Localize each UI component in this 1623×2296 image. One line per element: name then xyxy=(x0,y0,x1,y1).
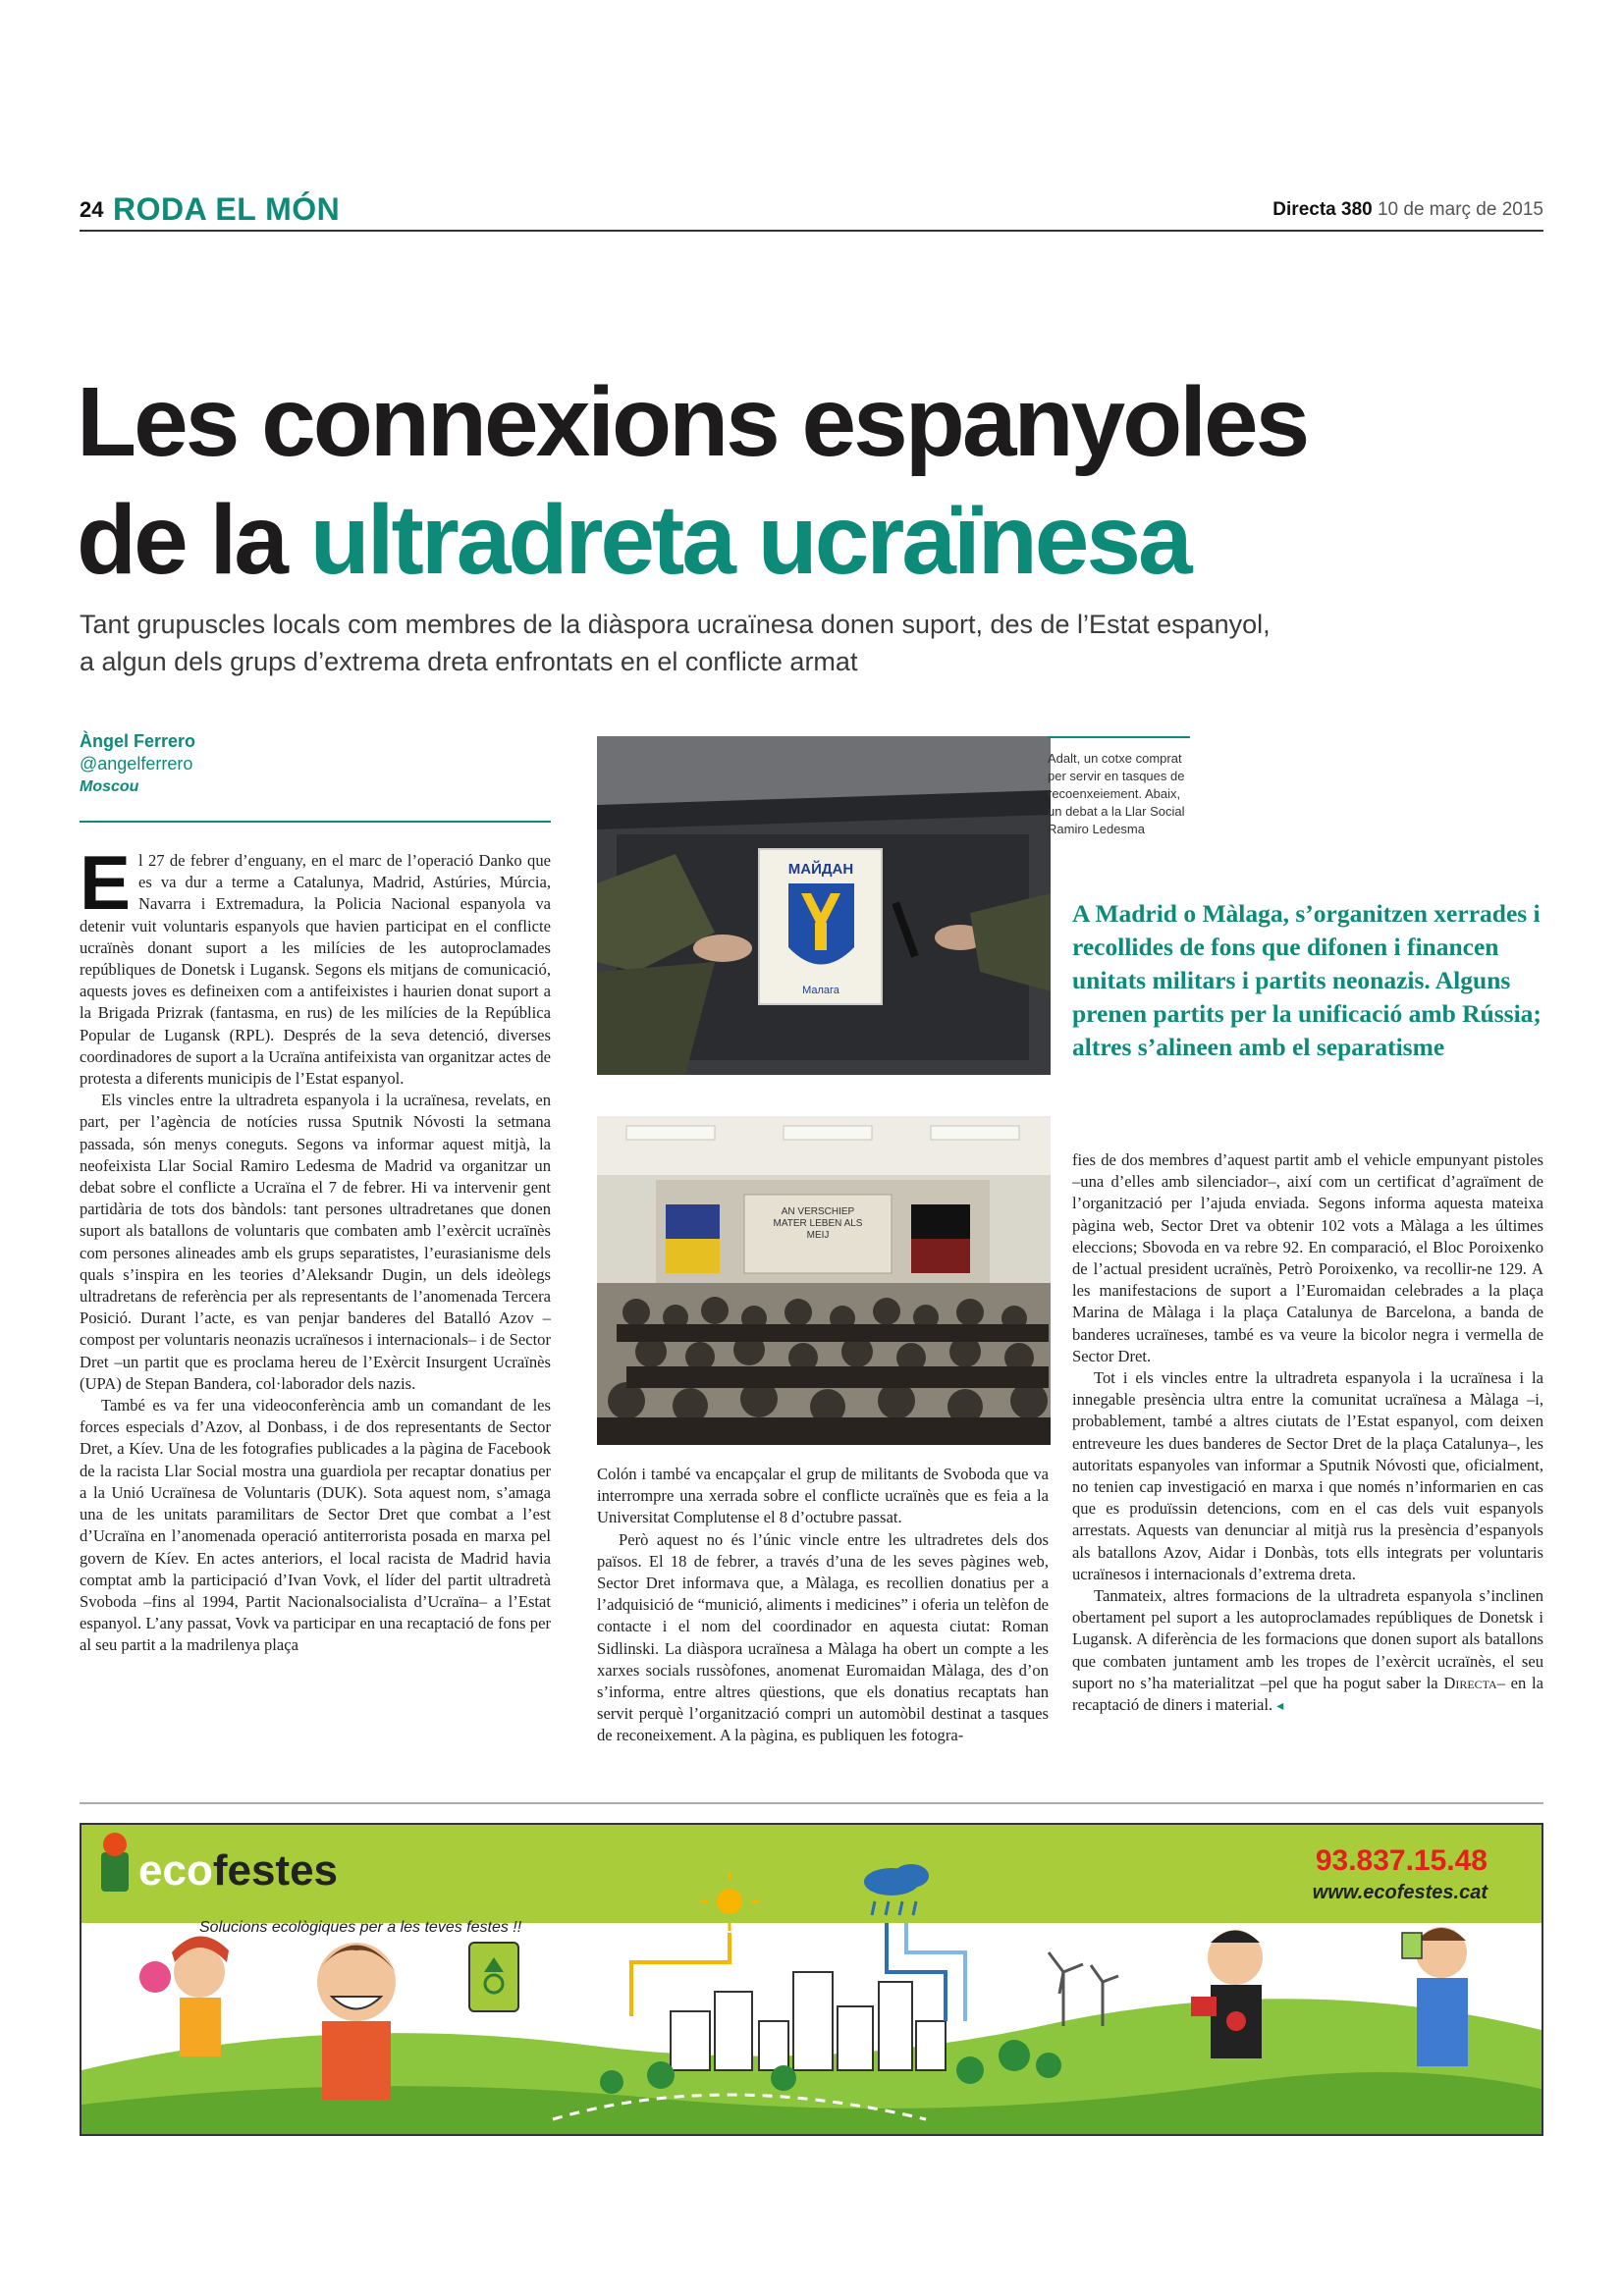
paragraph xyxy=(80,839,551,1090)
paragraph: Però aquest no és l’únic vincle entre les ultradretes dels dos països. El 18 de febrer, a través d’una de les seves pàgines web, Sector Dret informava que, a Màlaga, es recollien donatius per a l’adquisició de “munició, aliments i medicines” i oferia un telèfon de contacte i el nom del coordinador en aquesta ciutat: Roman Sidlinski. La diàspora ucraïnesa a Màlaga ha obert un compte a les xarxes socials russòfones, anomenat Euromaidan Màlaga, des d’on s’informa, entre altres qüestions, que els donatius recaptats han servit perquè l’organització compri un automòbil destinat a tasques de reconeixement. A la pàgina, es publiquen les fotogra- xyxy=(597,1529,1049,1745)
paragraph xyxy=(1072,1585,1543,1716)
photo-car-illustration xyxy=(597,736,1051,1075)
recycling-bin-icon xyxy=(469,1943,518,2011)
photo-caption: Adalt, un cotxe comprat per servir en tasques de recoenxeiement. Abaix, un debat a la Llar Social Ramiro Ledesma xyxy=(1048,751,1185,836)
pull-quote: A Madrid o Màlaga, s’organitzen xerrades i recollides de fons que difonen i financen unitats militars i partits neonazis. Alguns prenen partits per la unificació amb Rússia; altres s’alineen amb el separatisme xyxy=(1072,899,1542,1061)
article-title xyxy=(77,363,1549,599)
character-girl xyxy=(139,1936,229,2056)
ecofestes-advertisement[interactable] xyxy=(80,1823,1543,2136)
dateline-location: Moscou xyxy=(80,778,139,795)
character-boy-smiling xyxy=(317,1943,396,2100)
title-line-2-accent: ultradreta ucraïnesa xyxy=(309,485,1190,595)
ad-website-link[interactable]: www.ecofestes.cat xyxy=(1312,1882,1488,1903)
subtitle-line-1: Tant grupuscles locals com membres de la diàspora ucraïnesa donen suport, des de l’Estat espanyol, xyxy=(80,610,1271,639)
paragraph-text: l 27 de febrer d’enguany, en el marc de l’operació Danko que es va dur a terme a Catalunya, Madrid, Astúries, Múrcia, Navarra i Extremadura, la Policia Nacional espanyola va detenir vuit voluntaris espanyols que havien participat en el conflicte ucraïnès donant suport a les milícies de les autoproclamades repúbliques de Donetsk i Lugansk. Segons els mitjans de comunicació, aquests joves es defineixen com a antifeixistes i haurien donat suport a la Brigada Prizrak (fantasma, en rus) de les milícies de la República Popular de Lugansk (RPL). Després de la seva detenció, diverses coordinadores de suport a la Ucraïna antifeixista van organitzar actes de protesta a diferents municipis de l’Estat espanyol. xyxy=(80,851,551,1089)
article-column-2 xyxy=(597,1464,1049,1747)
page-number: 24 xyxy=(80,197,104,222)
logo-eco: eco xyxy=(138,1846,213,1895)
advertisement-separator xyxy=(80,1802,1543,1804)
article-column-1 xyxy=(80,839,551,1657)
photo-debate-room xyxy=(597,1116,1051,1445)
author-handle: @angelferrero xyxy=(80,754,193,774)
logo-festes: festes xyxy=(212,1846,339,1895)
sun-icon xyxy=(700,1872,759,1931)
article-column-3 xyxy=(1072,1149,1543,1716)
paragraph: Els vincles entre la ultradreta espanyola i la ucraïnesa, revelats, en part, per l’agència de notícies russa Sputnik Nóvosti la setmana passada, són menys coneguts. Segons va informar aquest mitjà, la neofeixista Llar Social Ramiro Ledesma de Madrid va organitzar un debat sobre el conflicte a Ucraïna el 7 de febrer. Hi va intervenir gent partidària de tots dos bàndols: tant persones ultradretanes que donen suport als batallons de voluntaris que combaten amb l’exèrcit ucraïnès com persones alineades amb els grups separatistes, l’eurasianisme dels quals s’inspira en les teories d’Aleksandr Dugin, un dels ideòlegs ultradretans de referència per als representants de l’anomenada Tercera Posició. Durant l’acte, es van penjar banderes del Batalló Azov –compost per voluntaris neonazis ucraïnesos i internacionals– i de Sector Dret –un partit que es proclama hereu de l’Exèrcit Insurgent Ucraïnès (UPA) de Stepan Bandera, col·laborador dels nazis. xyxy=(80,1091,551,1393)
sticker-subtitle: Малага xyxy=(802,985,839,996)
byline-rule xyxy=(80,821,551,823)
ad-phone-number[interactable]: 93.837.15.48 xyxy=(1315,1844,1488,1877)
drop-cap: E xyxy=(80,839,132,926)
publication-name: Directa 380 xyxy=(1272,199,1373,220)
paragraph-text: Tanmateix, altres formacions de la ultradreta espanyola s’inclinen obertament pel suport a les autoproclamades repúbliques de Donetsk i Lugansk. A diferència de les formacions que donen suport als batallons que combaten juntament amb les tropes de l’exèrcit ucraïnès, el seu suport no s’ha materialitzat –pel que ha pogut saber la xyxy=(1072,1586,1543,1692)
article-subtitle xyxy=(80,607,1474,681)
paragraph: També es va fer una videoconferència amb un comandant de les forces especials d’Azov, al Donbass, i de dos representants de Sector Dret, a Kíev. Una de les fotografies publicades a la pàgina de Facebook de la racista Llar Social mostra una guardiola per recaptar donatius per a la Unió Ucraïnesa de Voluntaris (DUK). Sota aquest nom, s’amaga una de les unitats paramilitars de Sector Dret que combat a l’est d’Ucraïna en l’anomenada operació antiterrorista posada en marxa pel govern de Kíev. En actes anteriors, el local racista de Madrid havia comptat amb la participació d’Ivan Vovk, el líder del partit ultradretà Svoboda –fins al 1994, Partit Nacionalsocialista d’Ucraïna– a l’Estat espanyol. L’any passat, Vovk va participar en una recaptació de fons per al seu partit a la madrilenya plaça xyxy=(80,1396,551,1655)
photo-room-illustration xyxy=(597,1116,1051,1445)
paragraph: Colón i també va encapçalar el grup de militants de Svoboda que va interrompre una xerrada sobre el conflicte ucraïnès que es feia a la Universitat Complutense el 8 d’octubre passat. xyxy=(597,1465,1049,1527)
section-title: RODA EL MÓN xyxy=(113,191,341,227)
publication-mention: Directa xyxy=(1443,1673,1497,1692)
end-of-article-icon: ◂ xyxy=(1276,1697,1284,1714)
byline xyxy=(80,731,551,796)
ad-tagline: Solucions ecològiques per a les teves festes !! xyxy=(199,1919,522,1936)
rain-cloud-icon xyxy=(864,1864,929,1915)
publication-info xyxy=(1272,199,1543,221)
subtitle-line-2: a algun dels grups d’extrema dreta enfrontats en el conflicte armat xyxy=(80,646,858,676)
sticker-flag xyxy=(759,849,882,1004)
title-line-1: Les connexions espanyoles xyxy=(77,367,1308,477)
header-rule xyxy=(80,230,1543,232)
paragraph-text-end: – en la recaptació de diners i material. xyxy=(1072,1673,1543,1715)
sticker-title: МАЙДАН xyxy=(787,861,854,878)
photo-car-sticker xyxy=(597,736,1051,1075)
cup-icon xyxy=(101,1833,129,1892)
room-banner-text: AN VERSCHIEP MATER LEBEN ALS MEIJ xyxy=(773,1206,863,1241)
publication-date: 10 de març de 2015 xyxy=(1377,199,1543,220)
paragraph: Tot i els vincles entre la ultradreta espanyola i la ucraïnesa i la innegable presència ultra entre la comunitat ucraïnesa a Màlaga –i, probablement, també a altres ciutats de l’Estat espanyol, com deixen entreveure les dues banderes de Sector Dret de la plaça Catalunya–, les autoritats espanyoles van informar a Sputnik Nóvosti que, oficialment, no tenien cap investigació en marxa i que només n’informarien en cas que es produïssin detencions, com en el cas dels vuit espanyols arrestats. Aquests van denunciar al mitjà rus la presència d’espanyols als batallons Azov, Aidar i Donbàs, tots ells integrats per voluntaris ucraïnesos i internacionals d’extrema dreta. xyxy=(1072,1368,1543,1583)
title-line-2-plain: de la xyxy=(77,485,310,595)
caption-rule xyxy=(1048,736,1190,738)
author-name: Àngel Ferrero xyxy=(80,731,196,751)
paragraph: fies de dos membres d’aquest partit amb el vehicle empunyant pistoles –una d’elles amb silenciador–, així com un certificat d’agraïment de l’organització per l’ajuda enviada. Segons informa aquesta mateixa pàgina web, Sector Dret va obtenir 102 vots a Màlaga a les últimes eleccions; Sbovoda en va rebre 92. En comparació, el Bloc Poroixenko de l’actual president ucraïnès, Petrò Poroixenko, va recollir-ne 129. A les manifestacions de suport a l’Euromaidan celebrades a la plaça Marina de Màlaga i la plaça Catalunya de Barcelona, a banda de banderes ucraïneses, també es va veure la bicolor negra i vermella de Sector Dret. xyxy=(1072,1150,1543,1365)
ad-illustration xyxy=(81,1825,1543,2136)
